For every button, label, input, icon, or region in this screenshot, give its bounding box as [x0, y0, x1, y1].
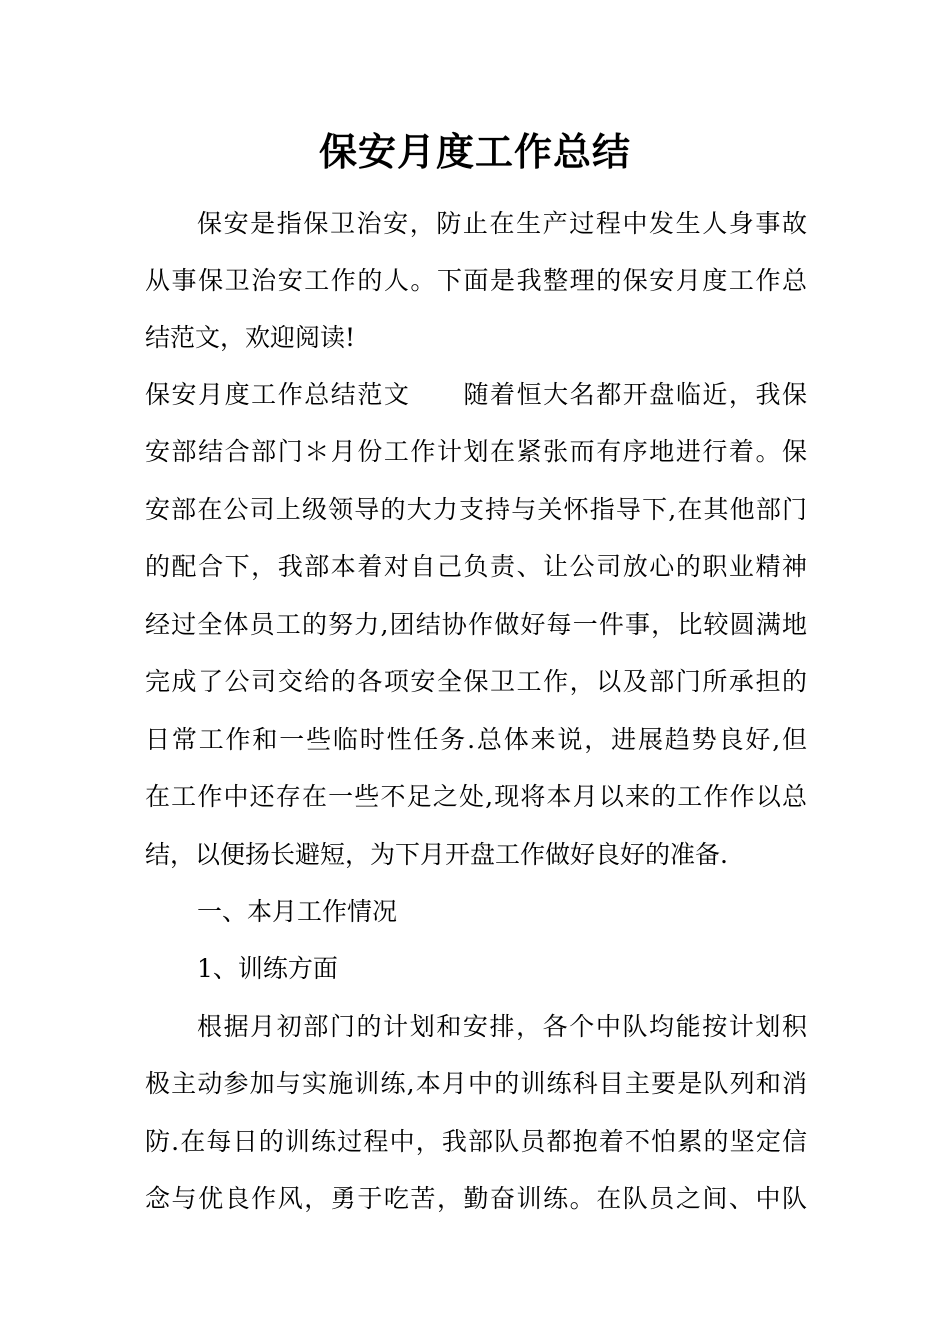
- paragraph-line: 安部结合部门＊月份工作计划在紧张而有序地进行着。保: [145, 437, 807, 466]
- paragraph-line: 结范文，欢迎阅读!: [145, 323, 356, 352]
- paragraph-line: 日常工作和一些临时性任务.总体来说，进展趋势良好,但: [145, 725, 807, 754]
- paragraph-line: 的配合下，我部本着对自己负责、让公司放心的职业精神: [145, 552, 807, 581]
- paragraph-line: 结，以便扬长避短，为下月开盘工作做好良好的准备.: [145, 840, 728, 869]
- paragraph-line: 保安是指保卫治安，防止在生产过程中发生人身事故: [197, 209, 807, 238]
- paragraph-line: 保安月度工作总结范文 随着恒大名都开盘临近，我保: [145, 380, 807, 409]
- document-title: 保安月度工作总结: [318, 129, 631, 174]
- paragraph-line: 防.在每日的训练过程中，我部队员都抱着不怕累的坚定信: [145, 1127, 807, 1156]
- paragraph-line: 从事保卫治安工作的人。下面是我整理的保安月度工作总: [145, 266, 807, 295]
- subsection-heading: 1、训练方面: [197, 954, 338, 983]
- paragraph-line: 完成了公司交给的各项安全保卫工作，以及部门所承担的: [145, 667, 807, 696]
- paragraph-line: 念与优良作风，勇于吃苦，勤奋训练。在队员之间、中队: [145, 1184, 807, 1213]
- paragraph-line: 极主动参加与实施训练,本月中的训练科目主要是队列和消: [145, 1069, 807, 1098]
- paragraph-line: 经过全体员工的努力,团结协作做好每一件事，比较圆满地: [145, 610, 807, 639]
- paragraph-line: 根据月初部门的计划和安排，各个中队均能按计划积: [197, 1012, 807, 1041]
- paragraph-line: 安部在公司上级领导的大力支持与关怀指导下,在其他部门: [145, 495, 807, 524]
- section-heading: 一、本月工作情况: [197, 897, 398, 926]
- paragraph-line: 在工作中还存在一些不足之处,现将本月以来的工作作以总: [145, 782, 807, 811]
